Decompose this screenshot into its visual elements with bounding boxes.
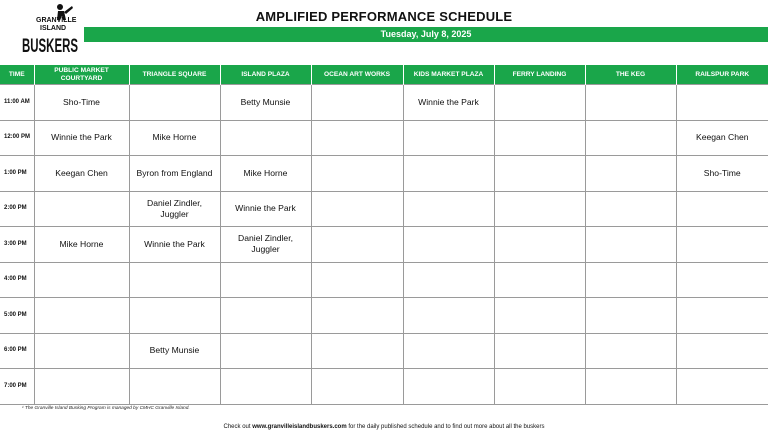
performer-cell (129, 85, 220, 121)
performer-cell (34, 262, 129, 298)
performer-cell (676, 191, 768, 227)
performer-cell (311, 85, 403, 121)
performer-cell (585, 262, 676, 298)
performer-cell (311, 156, 403, 192)
performer-cell (311, 227, 403, 263)
performer-cell (494, 262, 585, 298)
table-row (0, 85, 768, 121)
website-link[interactable]: www.granvilleislandbuskers.com (252, 424, 347, 430)
performer-cell (403, 191, 494, 227)
footer-text (0, 424, 768, 430)
performer-cell (494, 227, 585, 263)
performer-cell (311, 262, 403, 298)
performer-cell (403, 333, 494, 369)
page-title: AMPLIFIED PERFORMANCE SCHEDULE (255, 9, 513, 24)
performer-cell (676, 369, 768, 405)
column-header: RAILSPUR PARK (676, 65, 768, 85)
schedule-table (0, 65, 768, 405)
footer-prefix: Check out (223, 424, 251, 430)
column-header: TIME (0, 65, 34, 85)
performer-cell (311, 369, 403, 405)
performer-cell: Winnie the Park (220, 191, 311, 227)
performer-cell (494, 333, 585, 369)
performer-cell (311, 333, 403, 369)
time-cell: 3:00 PM (0, 227, 34, 263)
performer-cell (220, 120, 311, 156)
performer-cell (403, 156, 494, 192)
time-cell: 1:00 PM (0, 156, 34, 192)
performer-cell: Betty Munsie (220, 85, 311, 121)
performer-cell (220, 333, 311, 369)
time-cell: 12:00 PM (0, 120, 34, 156)
table-row (0, 227, 768, 263)
performer-cell: Mike Horne (129, 120, 220, 156)
performer-cell (494, 85, 585, 121)
performer-cell (403, 369, 494, 405)
column-header: ISLAND PLAZA (220, 65, 311, 85)
date-banner (84, 27, 768, 42)
performer-cell (585, 120, 676, 156)
performer-cell: Byron from England (129, 156, 220, 192)
footnote: ¹ The Granville Island Busking Program is managed by CMHC Granville Island. (22, 406, 190, 411)
table-row (0, 191, 768, 227)
logo-line2: ISLAND (40, 25, 67, 32)
performer-cell (585, 369, 676, 405)
performer-cell (585, 298, 676, 334)
performer-cell (585, 191, 676, 227)
table-row (0, 369, 768, 405)
performer-cell (129, 369, 220, 405)
performer-cell: Mike Horne (34, 227, 129, 263)
time-cell: 7:00 PM (0, 369, 34, 405)
performer-cell: Sho-Time (34, 85, 129, 121)
performer-cell: Winnie the Park (129, 227, 220, 263)
time-cell: 5:00 PM (0, 298, 34, 334)
performer-cell (676, 227, 768, 263)
performer-cell (585, 85, 676, 121)
table-row (0, 262, 768, 298)
performer-cell (403, 227, 494, 263)
table-row (0, 333, 768, 369)
performer-cell (676, 298, 768, 334)
column-header: OCEAN ART WORKS (311, 65, 403, 85)
table-row (0, 298, 768, 334)
performer-cell: Sho-Time (676, 156, 768, 192)
time-cell: 11:00 AM (0, 85, 34, 121)
performer-cell: Betty Munsie (129, 333, 220, 369)
footer-suffix: for the daily published schedule and to find out more about all the buskers (348, 424, 545, 430)
logo-line3: BUSKERS (22, 36, 78, 57)
performer-cell (676, 85, 768, 121)
table-row (0, 120, 768, 156)
logo-line1: GRANVILLE (36, 17, 77, 24)
header-row (0, 65, 768, 85)
performer-cell (34, 369, 129, 405)
performer-cell (676, 333, 768, 369)
table-row (0, 156, 768, 192)
performer-cell (494, 191, 585, 227)
performer-cell: Winnie the Park (34, 120, 129, 156)
performer-cell: Daniel Zindler, Juggler (129, 191, 220, 227)
performer-cell (129, 298, 220, 334)
column-header: THE KEG (585, 65, 676, 85)
performer-cell: Keegan Chen (34, 156, 129, 192)
performer-cell: Keegan Chen (676, 120, 768, 156)
performer-cell (403, 262, 494, 298)
performer-cell: Winnie the Park (403, 85, 494, 121)
column-header: FERRY LANDING (494, 65, 585, 85)
performer-cell (403, 298, 494, 334)
column-header: KIDS MARKET PLAZA (403, 65, 494, 85)
performer-cell (220, 369, 311, 405)
performer-cell (311, 298, 403, 334)
performer-cell (311, 191, 403, 227)
performer-cell (494, 156, 585, 192)
performer-cell (220, 298, 311, 334)
time-cell: 2:00 PM (0, 191, 34, 227)
performer-cell: Mike Horne (220, 156, 311, 192)
column-header: PUBLIC MARKET COURTYARD (34, 65, 129, 85)
performer-cell (129, 262, 220, 298)
performer-cell (585, 156, 676, 192)
performer-cell (34, 298, 129, 334)
performer-cell (34, 333, 129, 369)
performer-cell (676, 262, 768, 298)
time-cell: 4:00 PM (0, 262, 34, 298)
performer-cell (220, 262, 311, 298)
performer-cell (494, 369, 585, 405)
performer-cell: Daniel Zindler, Juggler (220, 227, 311, 263)
schedule-date: Tuesday, July 8, 2025 (380, 29, 472, 39)
performer-cell (494, 120, 585, 156)
performer-cell (494, 298, 585, 334)
performer-cell (403, 120, 494, 156)
schedule-body (0, 85, 768, 405)
time-cell: 6:00 PM (0, 333, 34, 369)
performer-cell (585, 333, 676, 369)
performer-cell (34, 191, 129, 227)
column-header: TRIANGLE SQUARE (129, 65, 220, 85)
performer-cell (311, 120, 403, 156)
performer-cell (585, 227, 676, 263)
